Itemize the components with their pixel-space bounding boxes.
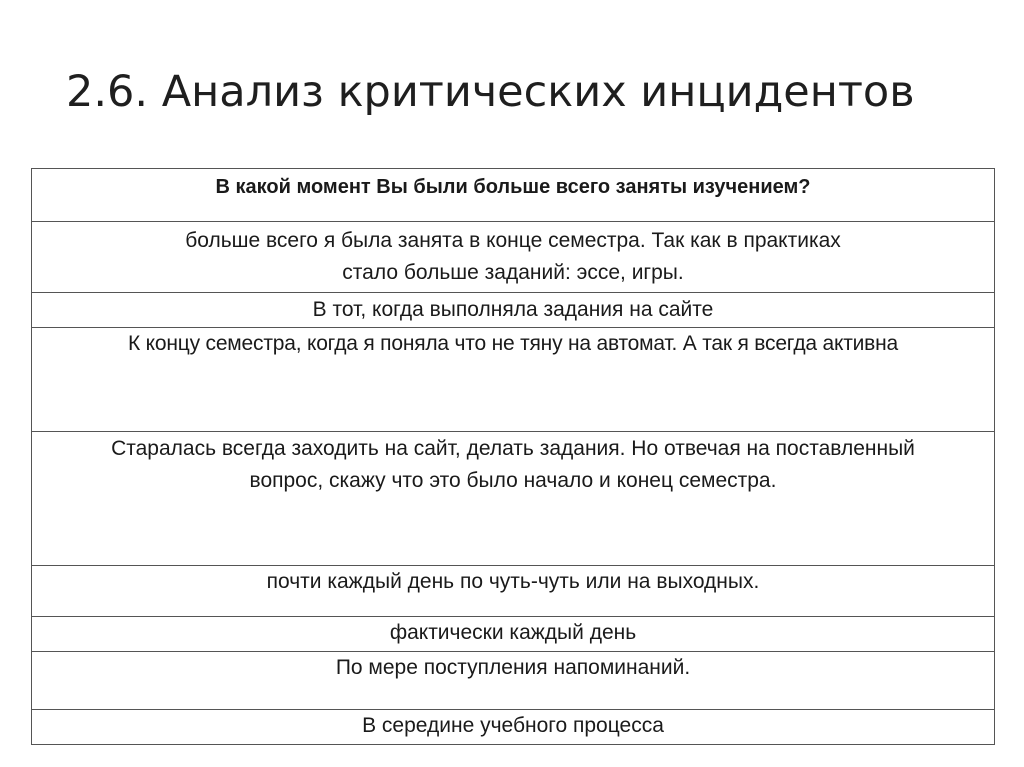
answer-text: В тот, когда выполняла задания на сайте — [312, 298, 714, 321]
responses-table — [31, 168, 995, 745]
answer-text: В середине учебного процесса — [362, 714, 664, 737]
answer-text: больше всего я была занята в конце семестра. Так как в практиках стало больше заданий: эссе, игры. — [185, 229, 841, 284]
table-header-row — [32, 169, 994, 221]
table-row — [32, 327, 994, 431]
table-header-question: В какой момент Вы были больше всего заняты изучением? — [215, 176, 811, 198]
table-row — [32, 431, 994, 565]
table-row — [32, 565, 994, 616]
answer-text: фактически каждый день — [389, 621, 637, 644]
answer-text: Старалась всегда заходить на сайт, делать задания. Но отвечая на поставленный вопрос, скажу что это было начало и конец семестра. — [111, 437, 915, 492]
table-row — [32, 221, 994, 292]
answer-text: К концу семестра, когда я поняла что не тяну на автомат. А так я всегда активна — [128, 332, 898, 355]
table-row — [32, 709, 994, 746]
table-row — [32, 616, 994, 651]
table-row — [32, 651, 994, 709]
slide-title: 2.6. Анализ критических инцидентов — [66, 67, 915, 117]
answer-text: почти каждый день по чуть-чуть или на выходных. — [266, 570, 760, 593]
answer-text: По мере поступления напоминаний. — [335, 656, 691, 679]
table-row — [32, 292, 994, 327]
